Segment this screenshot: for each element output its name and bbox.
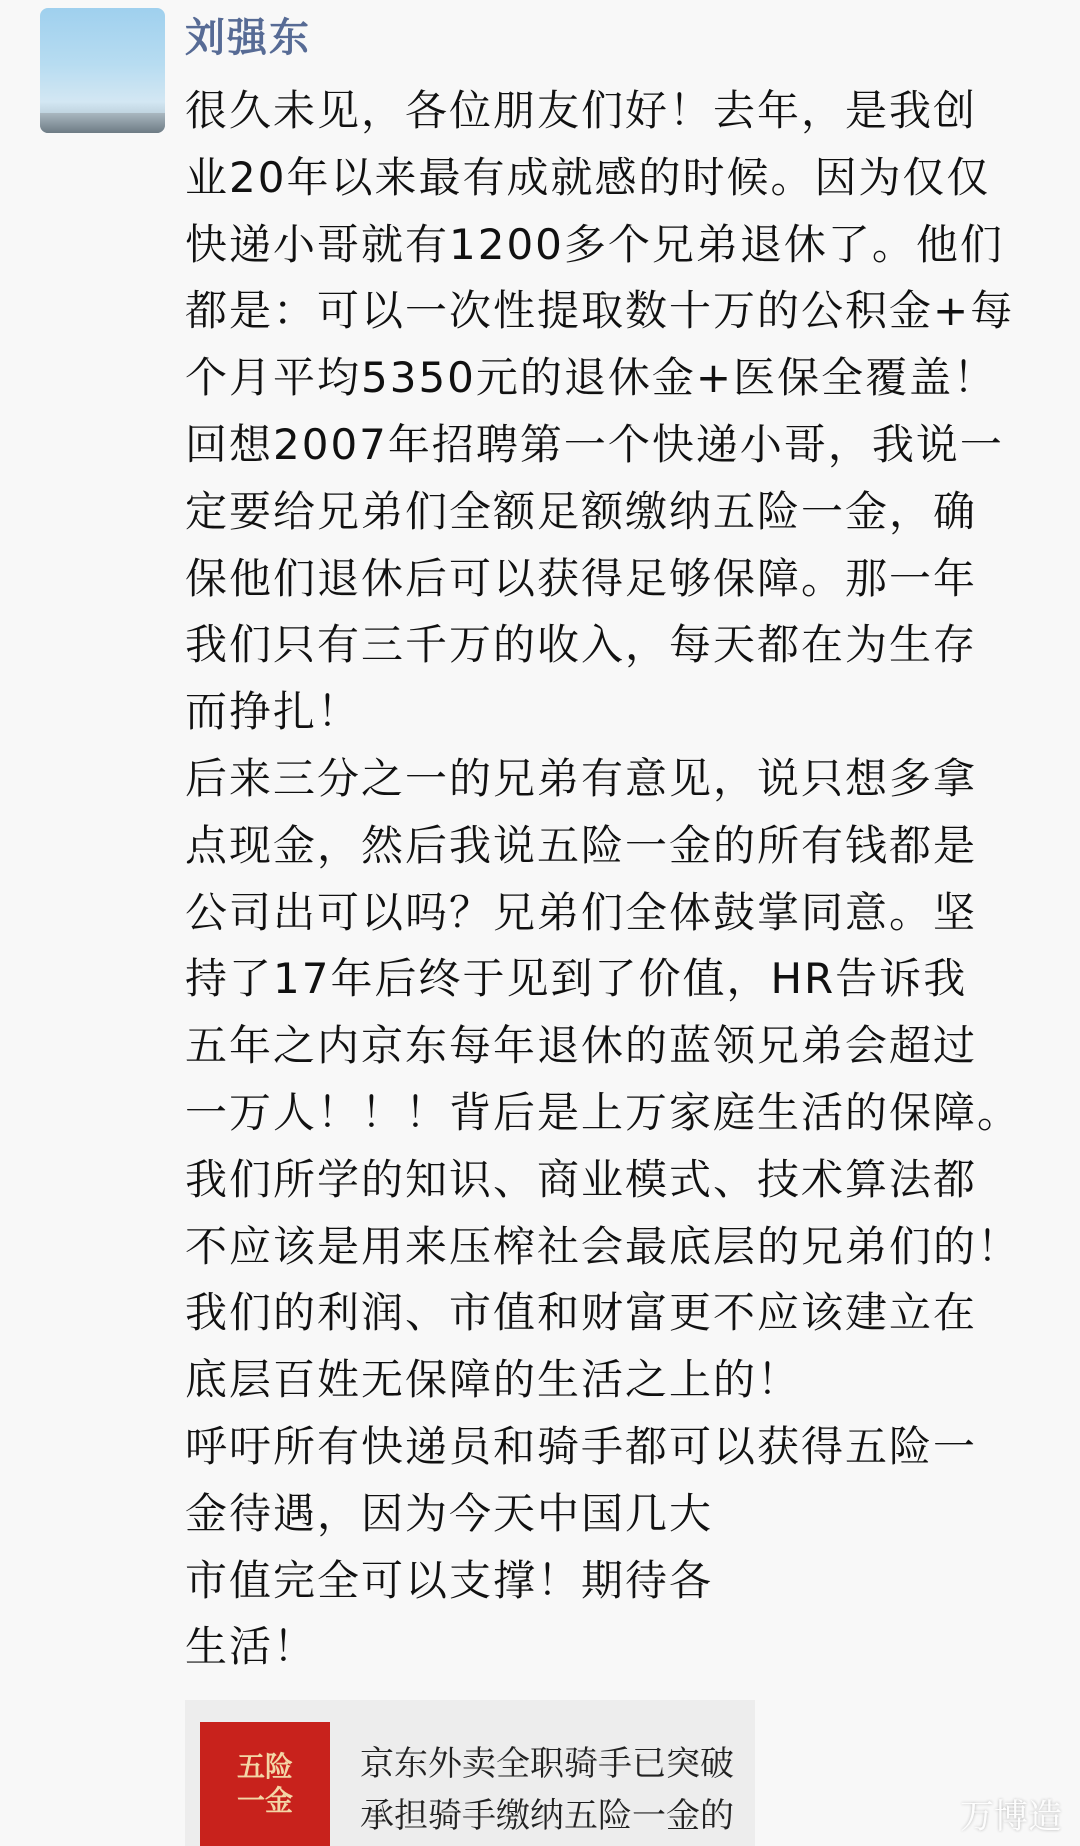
card-text-line: 京东外卖全职骑手已突破: [360, 1744, 734, 1784]
post-line: 保他们退休后可以获得足够保障。那一年: [185, 553, 978, 603]
post-line: 快递小哥就有1200多个兄弟退休了。他们: [185, 219, 1004, 269]
post-line: 不应该是用来压榨社会最底层的兄弟们的！: [185, 1221, 1022, 1271]
post-line: 点现金，然后我说五险一金的所有钱都是: [185, 820, 978, 870]
post-line: 后来三分之一的兄弟有意见，说只想多拿: [185, 753, 978, 803]
post-line: 持了17年后终于见到了价值，HR告诉我: [185, 954, 968, 1004]
shared-link-card[interactable]: [185, 1700, 755, 1846]
watermark: 万博造: [960, 1797, 1062, 1837]
card-title: [360, 1738, 755, 1842]
post-line: 业20年以来最有成就感的时候。因为仅仅: [185, 152, 991, 202]
thumb-text-line: 一金: [236, 1784, 293, 1817]
post-body: [185, 78, 1065, 1681]
post-line: 我们只有三千万的收入，每天都在为生存: [185, 620, 978, 670]
post-line: 市值完全可以支撑！期待各: [185, 1555, 714, 1605]
post-line: 一万人！！！背后是上万家庭生活的保障。: [185, 1087, 1022, 1137]
post-line: 我们所学的知识、商业模式、技术算法都: [185, 1154, 978, 1204]
post-line: 而挣扎！: [185, 687, 362, 737]
thumb-text-line: 五险: [236, 1750, 293, 1783]
post-line: 公司出可以吗？兄弟们全体鼓掌同意。坚: [185, 887, 978, 937]
post-line: 定要给兄弟们全额足额缴纳五险一金，确: [185, 486, 978, 536]
post-line: 底层百姓无保障的生活之上的！: [185, 1355, 802, 1405]
post-line: 都是：可以一次性提取数十万的公积金+每: [185, 286, 1015, 336]
user-avatar[interactable]: [40, 8, 165, 133]
post-line: 个月平均5350元的退休金+医保全覆盖！: [185, 353, 998, 403]
post-line: 很久未见，各位朋友们好！去年，是我创: [185, 86, 978, 135]
post-line: 我们的利润、市值和财富更不应该建立在: [185, 1288, 978, 1338]
card-thumbnail: [200, 1722, 330, 1846]
avatar-ground: [40, 113, 165, 133]
post-line: 生活！: [185, 1622, 318, 1672]
post-line: 呼吁所有快递员和骑手都可以获得五险一: [185, 1421, 978, 1471]
card-text-line: 承担骑手缴纳五险一金的: [360, 1796, 734, 1836]
post-line: 五年之内京东每年退休的蓝领兄弟会超过: [185, 1021, 978, 1071]
post-line: 回想2007年招聘第一个快递小哥，我说一: [185, 419, 1004, 469]
post-line: 金待遇，因为今天中国几大: [185, 1488, 714, 1538]
user-name[interactable]: 刘强东: [185, 15, 311, 61]
